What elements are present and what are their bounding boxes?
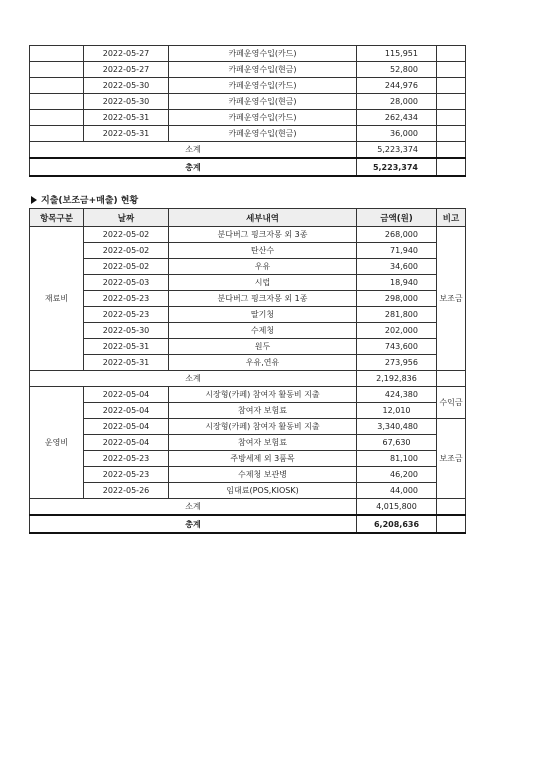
table-row — [30, 467, 466, 483]
date-cell: 2022-05-04 — [84, 403, 169, 419]
desc-cell: 분다버그 핑크자몽 외 3종 — [169, 227, 357, 243]
note-cell: 수익금 — [437, 387, 466, 419]
desc-cell: 시장형(카페) 참여자 활동비 지출 — [169, 419, 357, 435]
date-cell: 2022-05-02 — [84, 227, 169, 243]
amount-cell: 71,940 — [357, 243, 437, 259]
table-row — [30, 323, 466, 339]
note-cell — [437, 46, 466, 62]
amount-cell: 273,956 — [357, 355, 437, 371]
date-cell: 2022-05-04 — [84, 387, 169, 403]
desc-cell: 참여자 보험료 — [169, 403, 357, 419]
amount-cell: 268,000 — [357, 227, 437, 243]
category-cell: 운영비 — [30, 387, 84, 499]
amount-cell: 743,600 — [357, 339, 437, 355]
expense-table — [29, 208, 466, 534]
total-amount: 5,223,374 — [357, 158, 437, 176]
desc-cell: 원두 — [169, 339, 357, 355]
desc-cell: 시럽 — [169, 275, 357, 291]
table-row — [30, 94, 466, 110]
table-row — [30, 275, 466, 291]
table-row — [30, 291, 466, 307]
amount-cell: 3,340,480 — [357, 419, 437, 435]
note-cell — [437, 94, 466, 110]
date-cell: 2022-05-31 — [84, 110, 169, 126]
subtotal-row — [30, 371, 466, 387]
date-cell: 2022-05-04 — [84, 419, 169, 435]
header-row — [30, 209, 466, 227]
subtotal-note — [437, 499, 466, 516]
note-cell: 보조금 — [437, 227, 466, 371]
amount-cell: 298,000 — [357, 291, 437, 307]
category-cell — [30, 62, 84, 78]
table-row — [30, 126, 466, 142]
category-cell — [30, 94, 84, 110]
table-row — [30, 339, 466, 355]
header-note: 비고 — [437, 209, 466, 227]
amount-cell: 46,200 — [357, 467, 437, 483]
category-cell — [30, 78, 84, 94]
header-amount: 금액(원) — [357, 209, 437, 227]
income-table — [29, 45, 466, 177]
date-cell: 2022-05-26 — [84, 483, 169, 499]
category-cell — [30, 126, 84, 142]
desc-cell: 주방세제 외 3품목 — [169, 451, 357, 467]
desc-cell: 수제청 — [169, 323, 357, 339]
table-row — [30, 243, 466, 259]
amount-cell: 115,951 — [357, 46, 437, 62]
category-cell: 재료비 — [30, 227, 84, 371]
date-cell: 2022-05-02 — [84, 259, 169, 275]
table-row — [30, 483, 466, 499]
date-cell: 2022-05-03 — [84, 275, 169, 291]
total-row — [30, 515, 466, 533]
table-row — [30, 355, 466, 371]
desc-cell: 카페운영수입(현금) — [169, 94, 357, 110]
amount-cell: 244,976 — [357, 78, 437, 94]
desc-cell: 시장형(카페) 참여자 활동비 지출 — [169, 387, 357, 403]
amount-cell: 262,434 — [357, 110, 437, 126]
table-row — [30, 451, 466, 467]
desc-cell: 카페운영수입(카드) — [169, 78, 357, 94]
subtotal-note — [437, 371, 466, 387]
total-amount: 6,208,636 — [357, 515, 437, 533]
subtotal-row — [30, 142, 466, 159]
amount-cell: 34,600 — [357, 259, 437, 275]
date-cell: 2022-05-04 — [84, 435, 169, 451]
triangle-bullet-icon — [31, 196, 37, 204]
date-cell: 2022-05-31 — [84, 126, 169, 142]
total-note — [437, 515, 466, 533]
table-row — [30, 62, 466, 78]
subtotal-label: 소계 — [30, 142, 357, 159]
table-row — [30, 403, 466, 419]
table-row — [30, 307, 466, 323]
note-cell — [437, 110, 466, 126]
date-cell: 2022-05-30 — [84, 78, 169, 94]
desc-cell: 수제청 보관병 — [169, 467, 357, 483]
total-label: 총계 — [30, 158, 357, 176]
table-row — [30, 78, 466, 94]
table-row — [30, 435, 466, 451]
category-cell — [30, 110, 84, 126]
table-row — [30, 46, 466, 62]
total-note — [437, 158, 466, 176]
expense-section-title: 지출(보조금+매출) 현황 — [31, 193, 138, 206]
subtotal-amount: 4,015,800 — [357, 499, 437, 516]
desc-cell: 임대료(POS,KIOSK) — [169, 483, 357, 499]
subtotal-amount: 2,192,836 — [357, 371, 437, 387]
desc-cell: 우유 — [169, 259, 357, 275]
desc-cell: 우유,연유 — [169, 355, 357, 371]
note-cell — [437, 62, 466, 78]
amount-cell: 202,000 — [357, 323, 437, 339]
amount-cell: 424,380 — [357, 387, 437, 403]
amount-cell: 44,000 — [357, 483, 437, 499]
subtotal-note — [437, 142, 466, 159]
date-cell: 2022-05-02 — [84, 243, 169, 259]
desc-cell: 분다버그 핑크자몽 외 1종 — [169, 291, 357, 307]
desc-cell: 딸기청 — [169, 307, 357, 323]
date-cell: 2022-05-23 — [84, 291, 169, 307]
table-row — [30, 227, 466, 243]
date-cell: 2022-05-23 — [84, 467, 169, 483]
subtotal-row — [30, 499, 466, 516]
amount-cell: 52,800 — [357, 62, 437, 78]
total-row — [30, 158, 466, 176]
header-desc: 세부내역 — [169, 209, 357, 227]
desc-cell: 카페운영수입(현금) — [169, 62, 357, 78]
amount-cell: 18,940 — [357, 275, 437, 291]
date-cell: 2022-05-31 — [84, 339, 169, 355]
date-cell: 2022-05-31 — [84, 355, 169, 371]
subtotal-label: 소계 — [30, 499, 357, 516]
header-category: 항목구분 — [30, 209, 84, 227]
subtotal-label: 소계 — [30, 371, 357, 387]
subtotal-amount: 5,223,374 — [357, 142, 437, 159]
date-cell: 2022-05-27 — [84, 62, 169, 78]
desc-cell: 카페운영수입(카드) — [169, 46, 357, 62]
date-cell: 2022-05-27 — [84, 46, 169, 62]
desc-cell: 카페운영수입(카드) — [169, 110, 357, 126]
date-cell: 2022-05-23 — [84, 451, 169, 467]
desc-cell: 참여자 보험료 — [169, 435, 357, 451]
table-row — [30, 419, 466, 435]
note-cell — [437, 126, 466, 142]
desc-cell: 탄산수 — [169, 243, 357, 259]
table-row — [30, 387, 466, 403]
amount-cell: 28,000 — [357, 94, 437, 110]
amount-cell: 36,000 — [357, 126, 437, 142]
note-cell — [437, 78, 466, 94]
category-cell — [30, 46, 84, 62]
table-row — [30, 110, 466, 126]
note-cell: 보조금 — [437, 419, 466, 499]
amount-cell: 12,010 — [357, 403, 437, 419]
total-label: 총계 — [30, 515, 357, 533]
date-cell: 2022-05-23 — [84, 307, 169, 323]
date-cell: 2022-05-30 — [84, 323, 169, 339]
header-date: 날짜 — [84, 209, 169, 227]
table-row — [30, 259, 466, 275]
desc-cell: 카페운영수입(현금) — [169, 126, 357, 142]
amount-cell: 81,100 — [357, 451, 437, 467]
amount-cell: 67,630 — [357, 435, 437, 451]
amount-cell: 281,800 — [357, 307, 437, 323]
date-cell: 2022-05-30 — [84, 94, 169, 110]
